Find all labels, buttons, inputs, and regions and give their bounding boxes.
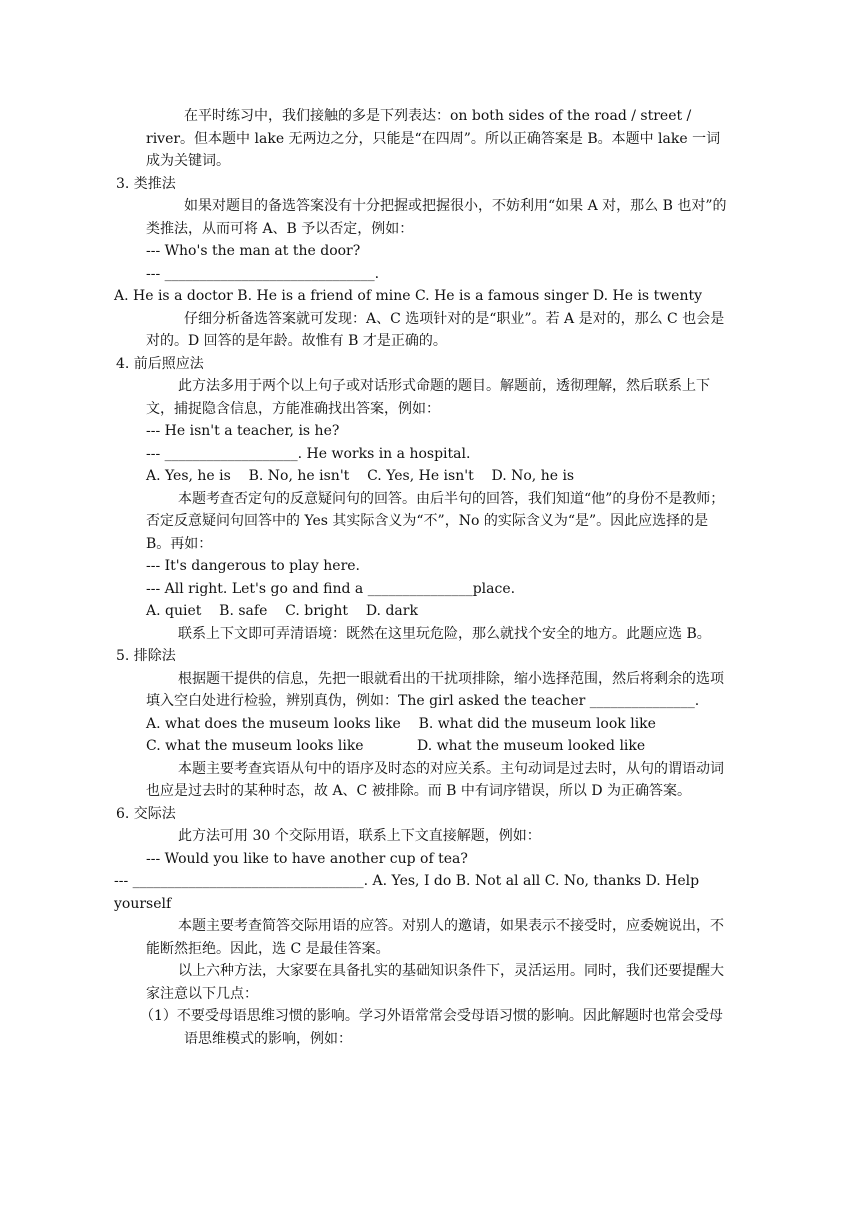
document-body [114, 105, 730, 1050]
heading-analogy-method: 3. 类推法 [116, 175, 176, 192]
paragraph-analogy-analysis: 仔细分析备选答案就可发现：A、C 选项针对的是“职业”。若 A 是对的，那么 C 也会是对的。D 回答的是年龄。故惟有 B 才是正确的。 [146, 310, 725, 349]
example-options: A. what does the museum looks like B. what did the museum look like [146, 715, 656, 732]
heading-elimination-method: 5. 排除法 [116, 648, 176, 664]
paragraph-communication-intro: 此方法可用 30 个交际用语，联系上下文直接解题，例如： [178, 828, 541, 844]
example-question: --- He isn't a teacher, is he? [146, 423, 340, 439]
example-options: A. Yes, he is B. No, he isn't C. Yes, He isn't D. No, he is [146, 468, 575, 484]
example-blank: --- ___________________. He works in a hospital. [146, 445, 471, 462]
paragraph-elimination-intro: 根据题干提供的信息，先把一眼就看出的干扰项排除，缩小选择范围，然后将剩余的选项填入空白处进行检验，辨别真伪，例如：The girl asked the teacher _______________. [146, 670, 724, 709]
paragraph-context-conclusion: 联系上下文即可弄清语境：既然在这里玩危险，那么就找个安全的地方。此题应选 B。 [178, 625, 711, 642]
example-options: --- _________________________________. A. Yes, I do B. Not al all C. No, thanks D. Help yourself [114, 873, 700, 912]
example-blank: --- ______________________________. [146, 265, 380, 282]
example-question: --- It's dangerous to play here. [146, 558, 361, 574]
example-blank: --- All right. Let's go and find a _______________place. [146, 580, 516, 597]
example-options: C. what the museum looks like D. what the museum looked like [146, 738, 646, 754]
heading-communication-method: 6. 交际法 [116, 805, 176, 822]
paragraph-communication-analysis: 本题主要考查简答交际用语的应答。对别人的邀请，如果表示不接受时，应委婉说出，不能断然拒绝。因此，选 C 是最佳答案。 [146, 918, 724, 957]
paragraph-summary: 以上六种方法，大家要在具备扎实的基础知识条件下，灵活运用。同时，我们还要提醒大家注意以下几点： [146, 963, 724, 1002]
paragraph-elimination-analysis: 本题主要考查宾语从句中的语序及时态的对应关系。主句动词是过去时，从句的谓语动词也应是过去时的某种时态，故 A、C 被排除。而 B 中有词序错误，所以 D 为正确答案。 [146, 760, 724, 799]
paragraph-context-intro: 此方法多用于两个以上句子或对话形式命题的题目。解题前，透彻理解，然后联系上下文，捕捉隐含信息，方能准确找出答案，例如： [146, 378, 710, 417]
paragraph-lake-explanation: 在平时练习中，我们接触的多是下列表达：on both sides of the road / street / river。但本题中 lake 无两边之分，只能是“在四周”。所以正确答案是 B。本题中 lake 一词成为关键词。 [146, 108, 721, 169]
example-question: --- Would you like to have another cup of tea? [146, 850, 468, 867]
paragraph-context-analysis: 本题考查否定句的反意疑问句的回答。由后半句的回答，我们知道“他”的身份不是教师；否定反意疑问句回答中的 Yes 其实际含义为“不”，No 的实际含义为“是”。因此应选择的是 B。再如： [146, 490, 725, 552]
example-question: --- Who's the man at the door? [146, 243, 361, 259]
example-options: A. He is a doctor B. He is a friend of mine C. He is a famous singer D. He is twenty [114, 288, 703, 304]
example-options: A. quiet B. safe C. bright D. dark [146, 603, 418, 619]
paragraph-analogy-intro: 如果对题目的备选答案没有十分把握或把握很小，不妨利用“如果 A 对，那么 B 也对”的类推法，从而可将 A、B 予以否定，例如： [146, 198, 727, 237]
heading-context-method: 4. 前后照应法 [116, 355, 204, 372]
note-item-1: （1）不要受母语思维习惯的影响。学习外语常常会受母语习惯的影响。因此解题时也常会受母语思维模式的影响，例如： [140, 1008, 723, 1047]
